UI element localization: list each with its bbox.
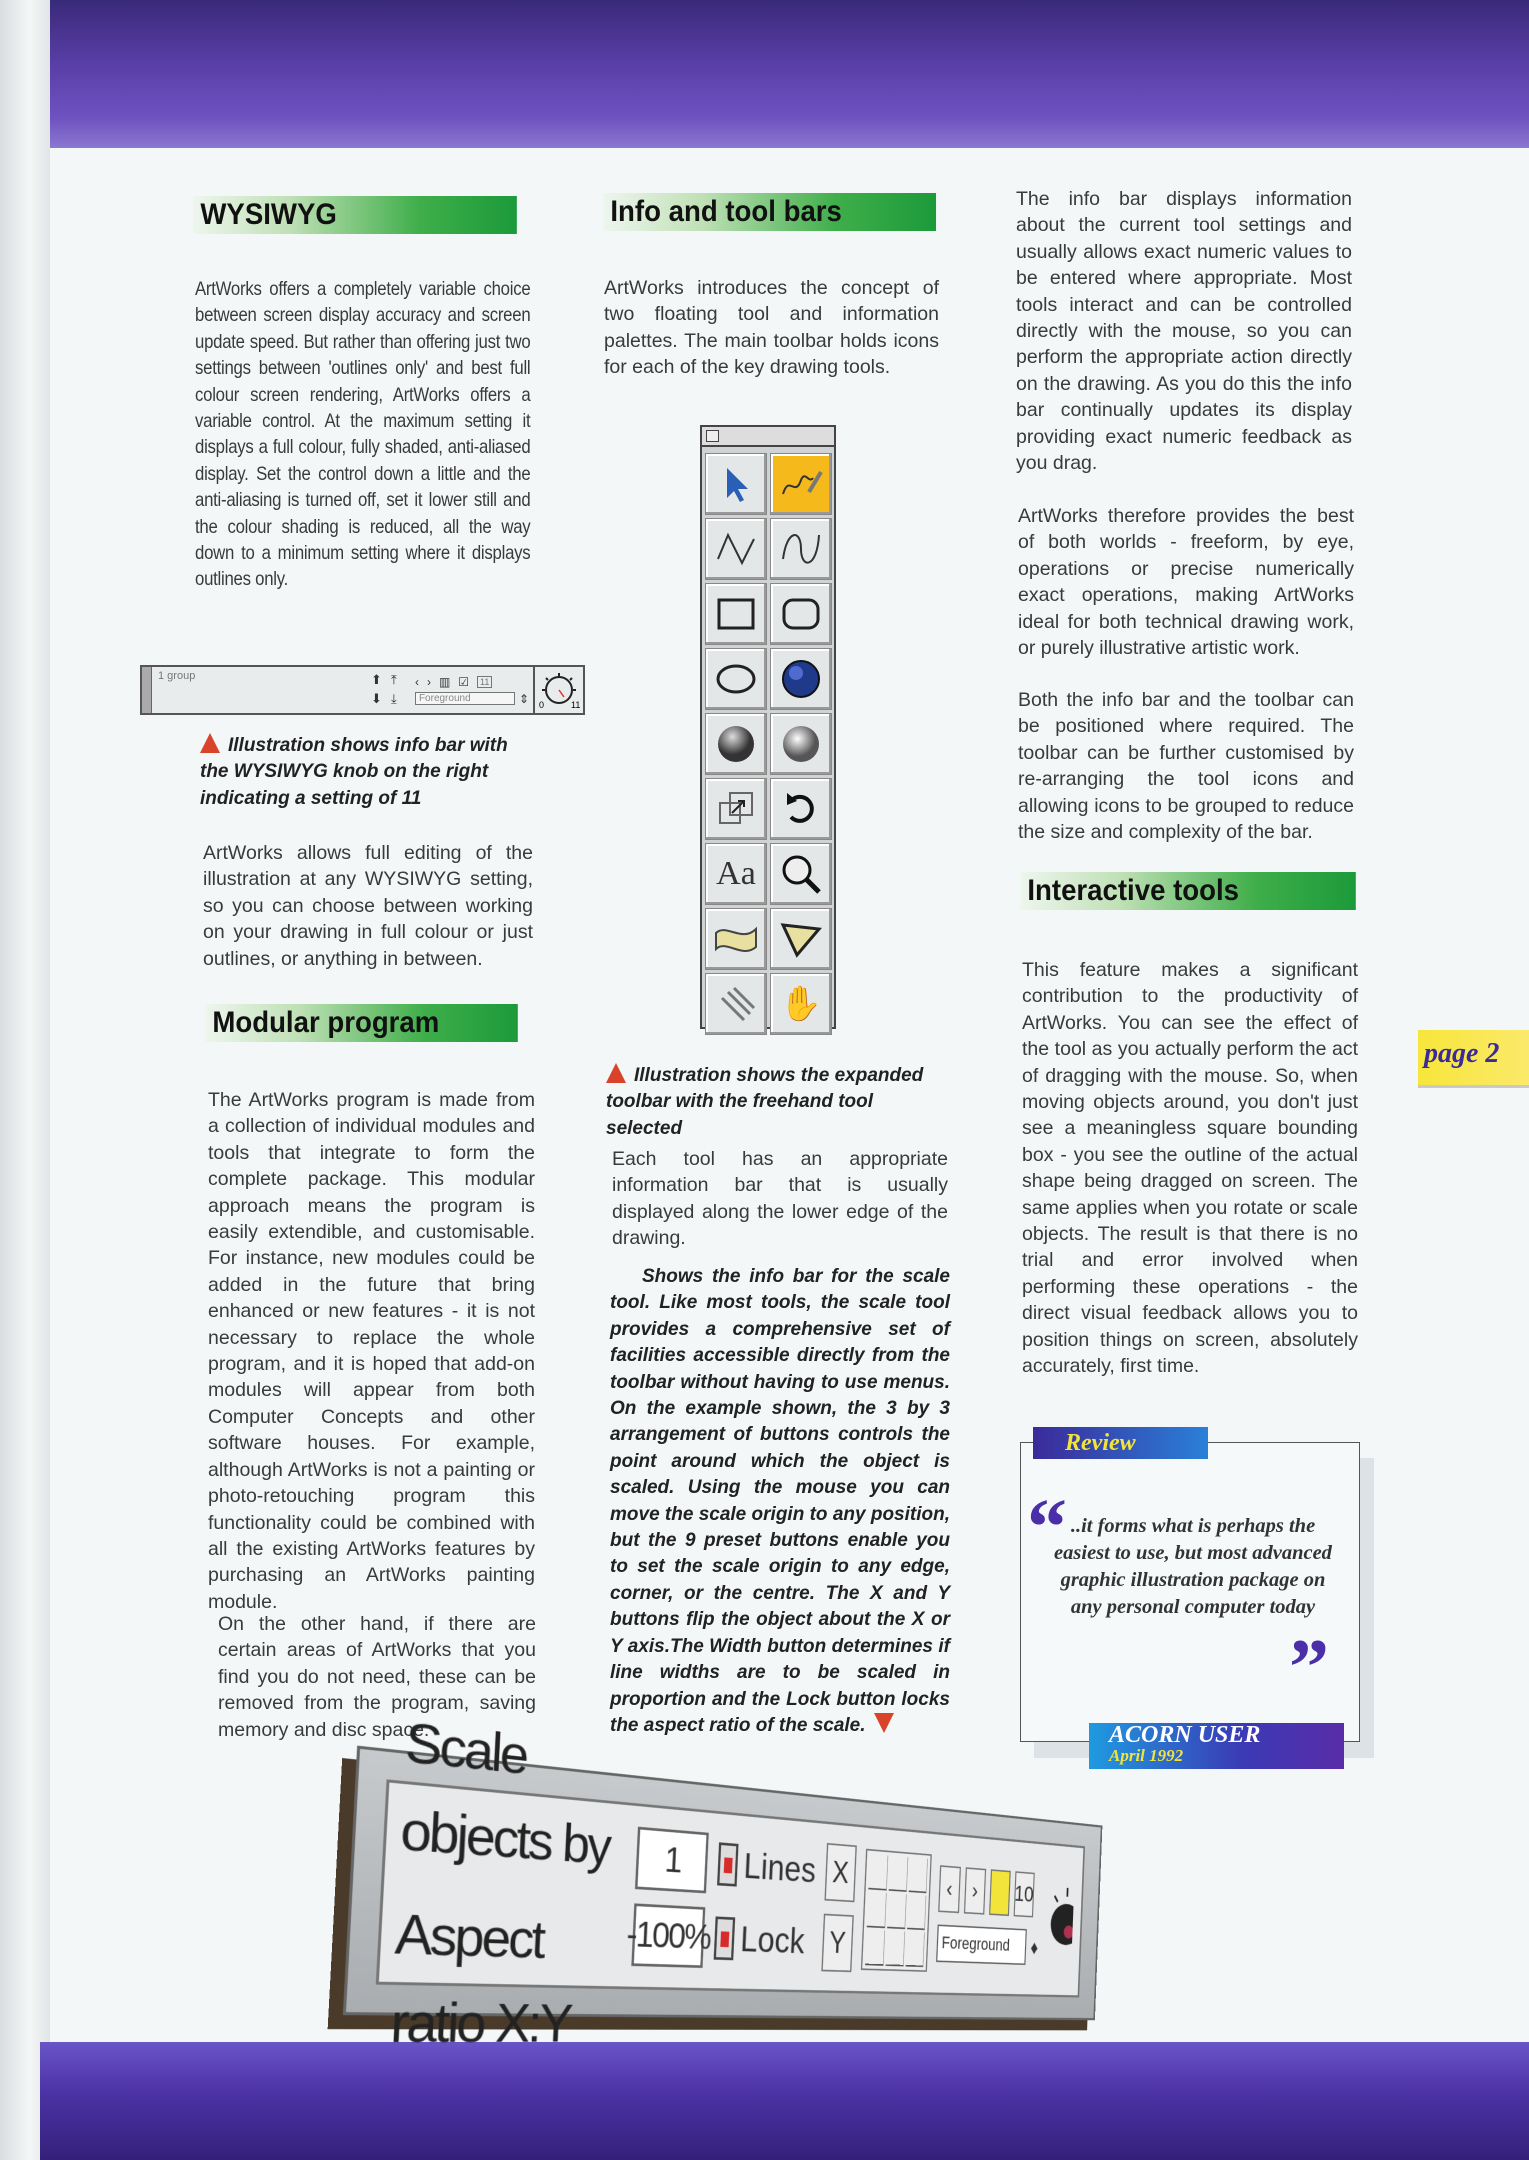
bring-forward-icon: ⬆ bbox=[370, 672, 382, 687]
gradient-fill-icon bbox=[705, 713, 767, 775]
colour-menu-icon: ♦ bbox=[1030, 1935, 1039, 1959]
heading-interactive-tools: Interactive tools bbox=[1020, 872, 1356, 910]
grid-icon bbox=[989, 1869, 1011, 1916]
paragraph: ArtWorks introduces the concept of two floating tool and information palettes. The main toolbar holds icons for each of the key drawing tools. bbox=[604, 277, 939, 379]
text-tool-icon: Aa bbox=[705, 843, 767, 905]
bring-to-front-icon: ⤒ bbox=[390, 672, 397, 687]
scale-label: Scale objects by bbox=[399, 1710, 611, 1876]
aspect-value-field: -100% bbox=[632, 1903, 706, 1968]
svg-text:11: 11 bbox=[571, 700, 581, 710]
triangle-up-icon bbox=[606, 1063, 626, 1083]
send-backward-icon: ⬇ bbox=[370, 691, 382, 706]
triangle-up-icon bbox=[200, 733, 220, 753]
flip-y-button: Y bbox=[821, 1914, 854, 1973]
bottom-band bbox=[40, 2042, 1529, 2160]
curve-tool-icon bbox=[770, 518, 832, 580]
freehand-tool-icon bbox=[770, 453, 832, 515]
triangle-down-icon bbox=[874, 1713, 894, 1733]
review-quote: ..it forms what is perhaps the easiest to use, but most advanced graphic illustration package on any personal computer today bbox=[1054, 1515, 1332, 1618]
top-band bbox=[50, 0, 1529, 148]
wysiwyg-knob bbox=[533, 667, 583, 713]
next-icon: › bbox=[426, 674, 431, 689]
rectangle-tool-icon bbox=[705, 583, 767, 645]
paragraph: The info bar displays information about the current tool settings and usually allows exact numeric values to be entered where appropriate. Most tools interact and can be controlled directly with the mouse, so you can perform the appropriate action directly on the drawing. As you do this the info bar continually updates its display providing exact numeric feedback as you drag. bbox=[1016, 188, 1352, 475]
fill-tool-icon bbox=[770, 648, 832, 710]
page-spine bbox=[0, 0, 50, 2160]
paragraph: ArtWorks offers a completely variable choice between screen display accuracy and screen update speed. But rather than offering just two settings between 'outlines only' and best full colour screen rendering, ArtWorks offers a variable control. At the maximum setting it displays a full colour, fully shaded, anti-aliased display. Set the control down a little and the anti-aliasing is turned off, set it lower still and the colour shading is reduced, all the way down to a minimum setting where it displays outlines only. bbox=[195, 278, 531, 591]
knob-icon bbox=[537, 670, 581, 710]
paragraph: This feature makes a significant contribution to the productivity of ArtWorks. You can see the effect of the tool as you actually perform the act of dragging with the mouse. So, when moving objects around, you don't just see a meaningless square bounding box - you see the outline of the actual shape being dragged on screen. The same applies when you rotate or scale objects. The result is that there is no trial and error involved when performing these operations - the direct visual feedback allows you to position things on screen, absolutely accurately, first time. bbox=[1022, 959, 1358, 1378]
info-bar-illustration bbox=[140, 665, 585, 715]
caption-toolbar bbox=[606, 1063, 951, 1142]
prev-icon: ‹ bbox=[938, 1865, 961, 1913]
colour-menu-icon: ⇕ bbox=[518, 691, 529, 706]
zoom-tool-icon bbox=[770, 843, 832, 905]
toolbar-illustration bbox=[700, 425, 836, 1029]
heading-info-and-tool-bars: Info and tool bars bbox=[603, 193, 936, 231]
flip-x-button: X bbox=[824, 1843, 856, 1902]
open-quote-icon: “ bbox=[1027, 1484, 1067, 1572]
rotate-tool-icon bbox=[770, 778, 832, 840]
aspect-label: Aspect ratio X:Y bbox=[388, 1902, 572, 2055]
lock-toggle: Lock bbox=[713, 1908, 814, 1971]
palette-title-bar bbox=[702, 427, 834, 447]
next-icon: › bbox=[964, 1867, 986, 1914]
wysiwyg-knob-icon bbox=[1045, 1864, 1075, 1976]
scale-value-field: 1 bbox=[635, 1827, 709, 1894]
wysiwyg-setting: 11 bbox=[477, 676, 492, 688]
paragraph: ArtWorks allows full editing of the illustration at any WYSIWYG setting, so you can choose between working on your drawing in full colour or just outlines, or anything in between. bbox=[203, 842, 533, 970]
line-tool-icon bbox=[705, 518, 767, 580]
radial-fill-icon bbox=[770, 713, 832, 775]
lines-toggle: Lines bbox=[717, 1834, 817, 1900]
send-to-back-icon: ⤓ bbox=[390, 691, 397, 706]
blend-tool-icon bbox=[705, 908, 767, 970]
heading-modular-program: Modular program bbox=[205, 1004, 518, 1042]
paragraph: Each tool has an appropriate information bar that is usually displayed along the lower edge of the drawing. bbox=[612, 1148, 948, 1250]
setting-value: 10 bbox=[1013, 1871, 1034, 1917]
caption-text: Shows the info bar for the scale tool. Like most tools, the scale tool provides a comprehensive set of facilities accessible directly from the toolbar without having to use menus. On the example shown, the 3 by 3 arrangement of buttons controls the point around which the object is scaled. Using the mouse you can move the scale origin to any position, but the 9 preset buttons enable you to set the scale origin to any edge, corner, or the centre. The X and Y buttons flip the object about the X or Y axis.The Width button determines if line widths are to be scaled in proportion and the Lock button locks the aspect ratio of the scale. bbox=[610, 1266, 950, 1736]
close-quote-icon: ” bbox=[1289, 1624, 1329, 1712]
paragraph: On the other hand, if there are certain areas of ArtWorks that you find you do not need, these can be removed from the program, saving memory and disc space. bbox=[218, 1613, 536, 1741]
svg-text:0: 0 bbox=[539, 700, 545, 710]
drag-grip bbox=[142, 667, 152, 713]
push-hand-icon: ✋ bbox=[770, 973, 832, 1035]
ellipse-tool-icon bbox=[705, 648, 767, 710]
close-icon bbox=[706, 430, 719, 442]
mould-tool-icon bbox=[770, 908, 832, 970]
order-buttons bbox=[369, 667, 411, 713]
paragraph: Both the info bar and the toolbar can be positioned where required. The toolbar can be further customised by re-arranging the tool icons and allowing icons to be grouped to reduce the size and complexity of the bar. bbox=[1018, 689, 1354, 844]
colour-field: Foreground bbox=[415, 692, 515, 705]
heading-wysiwyg: WYSIWYG bbox=[193, 196, 517, 234]
caption-info-bar bbox=[200, 733, 536, 812]
colour-field: Foreground bbox=[936, 1924, 1027, 1965]
review-box bbox=[1020, 1430, 1360, 1765]
grid-icon: ▥ bbox=[438, 674, 451, 689]
scale-tool-icon bbox=[705, 778, 767, 840]
page-number-tab: page 2 bbox=[1418, 1030, 1529, 1085]
scale-origin-grid bbox=[861, 1849, 932, 1972]
select-tool-icon bbox=[705, 453, 767, 515]
caption-text: Illustration shows info bar with the WYSIWYG knob on the right indicating a setting of 11 bbox=[200, 735, 508, 809]
pen-tool-icon bbox=[705, 973, 767, 1035]
source-date: April 1992 bbox=[1109, 1746, 1184, 1765]
caption-text: Illustration shows the expanded toolbar with the freehand tool selected bbox=[606, 1065, 924, 1139]
prev-icon: ‹ bbox=[414, 674, 419, 689]
paragraph: The ArtWorks program is made from a collection of individual modules and tools that integrate to form the complete package. This modular approach means the program is easily extendible, and customisable. For instance, new modules could be added in the future that bring enhanced or new features - it is not necessary to replace the whole program, and it is hoped that add-on modules will appear from both Computer Concepts and other software houses. For example, although ArtWorks is not a painting or photo-retouching program this functionality could be combined with all the existing ArtWorks features by purchasing an ArtWorks painting module. bbox=[208, 1089, 535, 1613]
rounded-rectangle-tool-icon bbox=[770, 583, 832, 645]
selection-field: 1 group bbox=[158, 670, 196, 682]
source-name: ACORN USER bbox=[1109, 1722, 1261, 1748]
paragraph: ArtWorks therefore provides the best of both worlds - freeform, by eye, operations or precise numerically exact operations, making ArtWorks ideal for both technical drawing work, or purely illustrative artistic work. bbox=[1018, 505, 1354, 660]
scale-tool-caption bbox=[610, 1264, 950, 1739]
review-tag: Review bbox=[1033, 1427, 1208, 1459]
check-icon: ☑ bbox=[458, 674, 470, 689]
